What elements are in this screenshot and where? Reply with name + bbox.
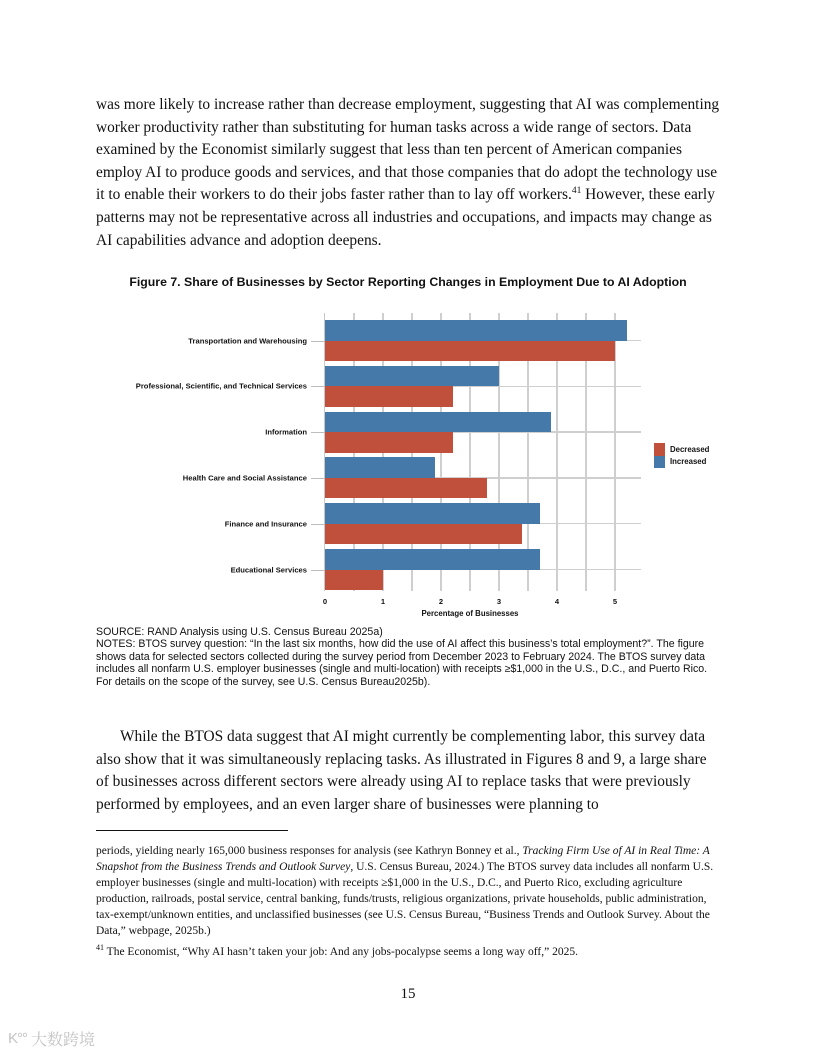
paragraph-text: was more likely to increase rather than decrease employment, suggesting that AI was complementing worker productivity rather than substituting for human tasks across a wide range of sectors. Data examined by the Economist similarly suggest that less than ten percent of American companies employ AI to produce goods and services, and that those companies that do adopt the technology use it to enable their workers to do their jobs faster rather than to lay off workers. (96, 96, 720, 204)
y-tick-mark (311, 341, 325, 342)
bar-increased[interactable] (325, 320, 627, 341)
y-tick-mark (311, 386, 325, 387)
x-tick-label: 1 (380, 597, 386, 606)
y-tick-mark (311, 432, 325, 433)
x-tick-label: 5 (612, 597, 618, 606)
paragraph-text: However, these early patterns may not be representative across all industries and occupations, and impacts may change as AI capabilities advance and adoption deepens. (96, 186, 715, 249)
y-tick-mark (311, 478, 325, 479)
footnote-continued (96, 843, 724, 940)
category-label: Transportation and Warehousing (188, 336, 307, 345)
x-tick-label: 3 (496, 597, 502, 606)
category-label: Educational Services (230, 565, 307, 574)
legend-label: Decreased (670, 444, 710, 454)
footnote-text: , U.S. Census Bureau, 2024.) The BTOS survey data includes all nonfarm U.S. employer businesses (single and multi-location) with receipts ≥$1,000 in the U.S., D.C., and Puerto Rico, excluding agriculture production, railroads, postal service, central banking, funds/trusts, religious organizations, private households, public administration, tax-exempt/unknown entities, and unclassified businesses (see U.S. Census Bureau, “Business Trends and Outlook Survey. About the Data,” webpage, 2025b.) (96, 861, 714, 938)
watermark-logo-icon: K°° (8, 1030, 28, 1047)
footnote-41 (96, 944, 724, 960)
x-tick-label: 0 (322, 597, 328, 606)
x-tick-label: 2 (438, 597, 444, 606)
category-label: Health Care and Social Assistance (182, 473, 307, 483)
legend-label: Increased (670, 457, 707, 467)
figure-notes (96, 626, 722, 688)
legend-item-increased (654, 456, 709, 469)
legend-swatch-decreased (654, 443, 665, 456)
body-paragraph: While the BTOS data suggest that AI might currently be complementing labor, this survey data also show that it was simultaneously replacing tasks. As illustrated in Figures 8 and 9, a large share of businesses across different sectors were already using AI to replace tasks that were previously performed by employees, and an even larger share of businesses were planning to (96, 728, 707, 813)
bar-decreased[interactable] (325, 386, 453, 407)
category-label: Information (265, 427, 307, 437)
bar-decreased[interactable] (325, 524, 522, 545)
bar-increased[interactable] (325, 412, 551, 433)
figure-notes-text: NOTES: BTOS survey question: “In the last six months, how did the use of AI affect this business’s total employment?”. The figure shows data for selected sectors collected during the survey period from December 2023 to February 2024. The BTOS survey data includes all nonfarm U.S. employer businesses (single and multi-location) with receipts ≥$1,000 in the U.S., D.C., and Puerto Rico. For details on the scope of the survey, see U.S. Census Bureau2025b). (96, 638, 708, 688)
footnotes (96, 843, 724, 960)
category-label: Professional, Scientific, and Technical Services (135, 381, 307, 391)
x-axis-label: Percentage of Businesses (421, 609, 519, 618)
bar-decreased[interactable] (325, 432, 453, 453)
bar-decreased[interactable] (325, 478, 487, 499)
bar-decreased[interactable] (325, 570, 383, 591)
footnote-marker: 41 (96, 942, 104, 952)
legend-swatch-increased (654, 456, 665, 469)
bar-increased[interactable] (325, 366, 499, 387)
watermark-text: 大数跨境 (31, 1032, 96, 1049)
body-paragraph (96, 94, 722, 252)
category-label: Finance and Insurance (224, 519, 307, 529)
bar-increased[interactable] (325, 457, 435, 478)
bar-decreased[interactable] (325, 341, 615, 362)
page-number: 15 (400, 986, 416, 1002)
footnote-reference[interactable]: 41 (571, 186, 582, 197)
bar-increased[interactable] (325, 549, 540, 570)
footnote-text: periods, yielding nearly 165,000 business responses for analysis (see Kathryn Bonney et al., (96, 845, 523, 857)
footnote-separator (96, 830, 288, 831)
footnote-text: The Economist, “Why AI hasn’t taken your job: And any jobs-pocalypse seems a long way off,” 2025. (104, 945, 578, 958)
y-tick-mark (311, 524, 325, 525)
chart-legend (654, 443, 709, 468)
x-tick-label: 4 (554, 597, 560, 606)
figure-title: Figure 7. Share of Businesses by Sector Reporting Changes in Employment Due to AI Adoption (129, 275, 687, 289)
y-tick-mark (311, 570, 325, 571)
legend-item-decreased (654, 443, 709, 456)
figure-source: SOURCE: RAND Analysis using U.S. Census Bureau 2025a) (96, 626, 383, 638)
watermark (8, 1027, 95, 1050)
footnote-citation-title: Tracking Firm Use of AI in Real Time: A Snapshot from the Business Trends and Outlook Survey (96, 845, 710, 874)
bar-increased[interactable] (325, 503, 540, 524)
